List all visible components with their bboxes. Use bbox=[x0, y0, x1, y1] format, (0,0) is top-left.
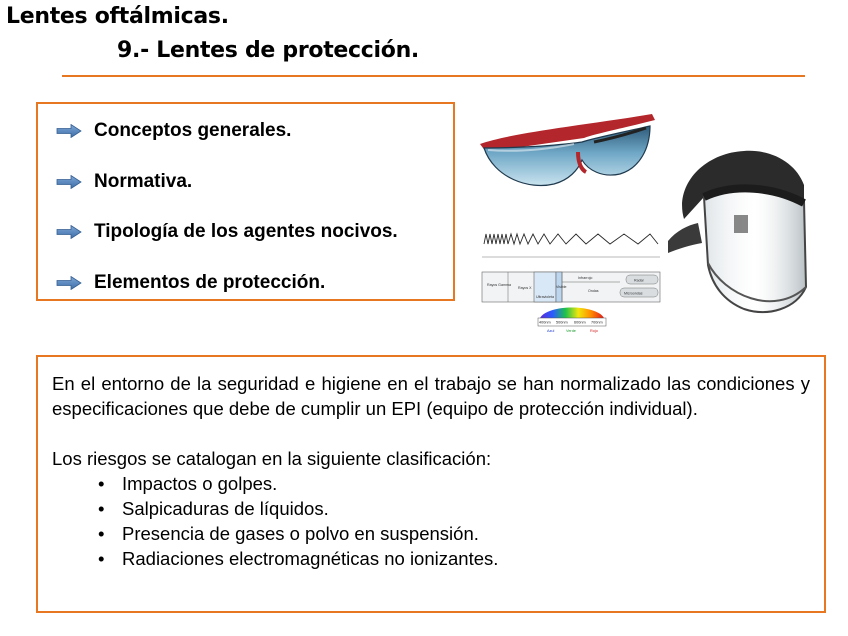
spectrum-region-label: Visible bbox=[556, 285, 567, 289]
wavelength-label: 400nm bbox=[539, 320, 551, 325]
topic-label: Tipología de los agentes nocivos. bbox=[94, 221, 398, 242]
arrow-right-icon bbox=[56, 175, 82, 189]
page-title: Lentes oftálmicas. bbox=[6, 4, 229, 29]
section-title: 9.- Lentes de protección. bbox=[117, 38, 419, 63]
title-divider bbox=[62, 75, 805, 77]
risks-intro: Los riesgos se catalogan en la siguiente clasificación: bbox=[52, 448, 492, 469]
spectrum-region-label: Ondas bbox=[588, 289, 599, 293]
topic-item bbox=[56, 221, 398, 243]
spectrum-region-label: Radar bbox=[634, 278, 644, 283]
info-box bbox=[36, 355, 826, 613]
topic-label: Normativa. bbox=[94, 171, 193, 192]
risk-item: • Impactos o golpes. bbox=[52, 471, 810, 496]
spectrum-region-label: Infrarrojo bbox=[578, 276, 593, 280]
color-label: Rojo bbox=[590, 329, 598, 333]
intro-paragraph: En el entorno de la seguridad e higiene en el trabajo se han normalizado las condiciones y especificaciones que debe de cumplir un EPI (equipo de protección individual). bbox=[52, 373, 810, 419]
risk-item: • Presencia de gases o polvo en suspensión. bbox=[52, 521, 810, 546]
topic-label: Elementos de protección. bbox=[94, 272, 326, 293]
arrow-right-icon bbox=[56, 225, 82, 239]
wavelength-label: 700nm bbox=[591, 320, 603, 325]
risk-list bbox=[52, 471, 810, 571]
color-label: Azul bbox=[547, 329, 555, 333]
topic-label: Conceptos generales. bbox=[94, 120, 292, 141]
face-shield-image bbox=[664, 145, 814, 317]
topics-box bbox=[36, 102, 455, 301]
risk-item: • Salpicaduras de líquidos. bbox=[52, 496, 810, 521]
paragraph-gap bbox=[52, 421, 810, 446]
safety-glasses-image bbox=[474, 108, 660, 202]
spectrum-diagram-image bbox=[480, 232, 662, 344]
wavelength-label: 500nm bbox=[556, 320, 568, 325]
arrow-right-icon bbox=[56, 276, 82, 290]
spectrum-region-label: Rayos Gamma bbox=[487, 283, 511, 287]
spectrum-region-label: Ultravioleta bbox=[536, 295, 554, 299]
spectrum-region-label: Microondas bbox=[624, 291, 643, 296]
color-label: Verde bbox=[566, 329, 576, 333]
topic-item bbox=[56, 272, 325, 294]
risk-item: • Radiaciones electromagnéticas no ionizantes. bbox=[52, 546, 810, 571]
topic-item bbox=[56, 171, 192, 193]
spectrum-region-label: Rayos X bbox=[518, 286, 532, 290]
arrow-right-icon bbox=[56, 124, 82, 138]
topic-item bbox=[56, 120, 291, 142]
wavelength-label: 600nm bbox=[574, 320, 586, 325]
